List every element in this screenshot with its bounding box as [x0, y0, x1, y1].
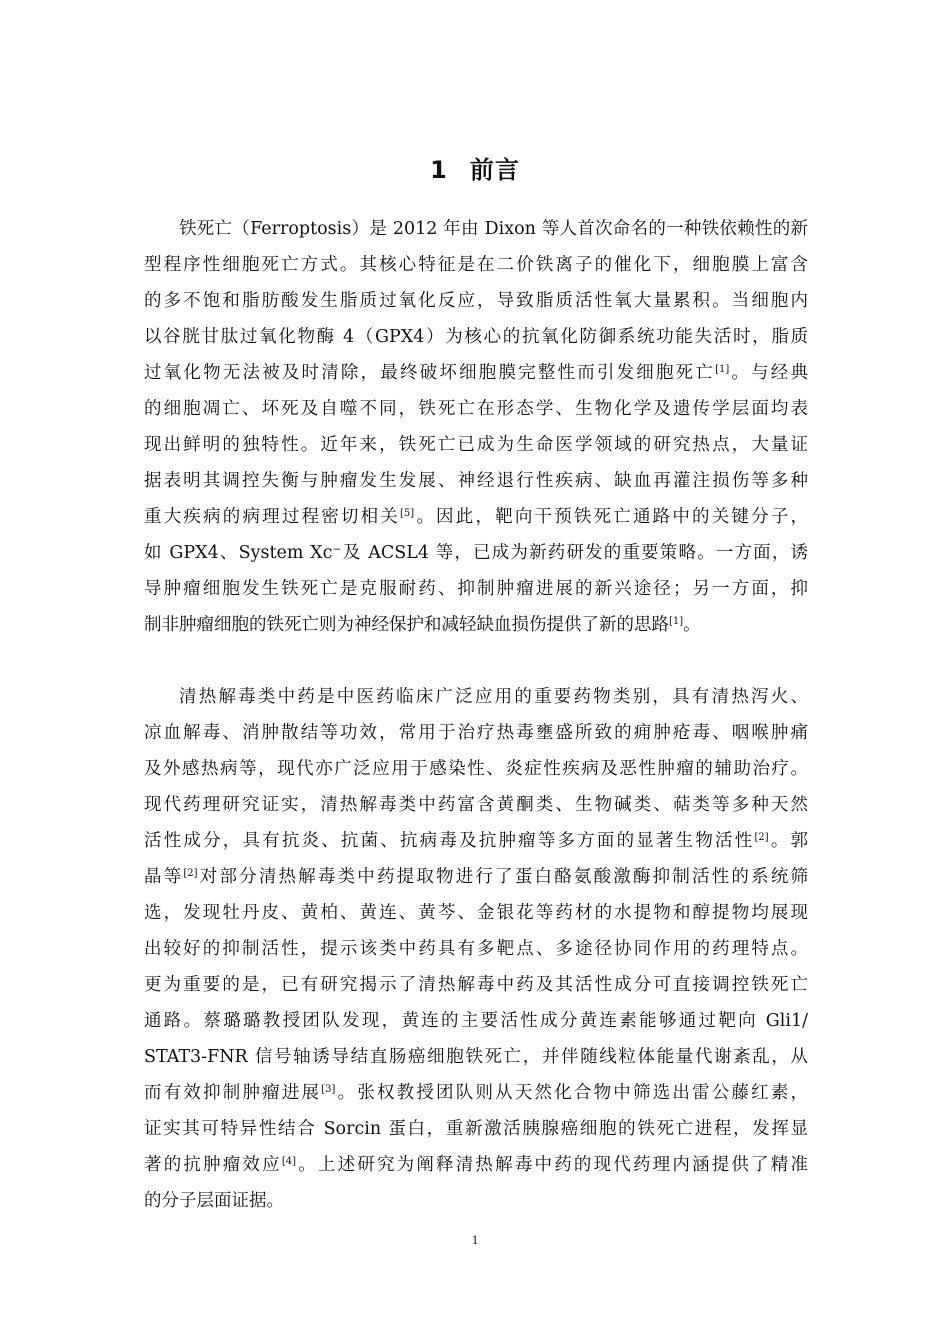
page-number: 1 [471, 1232, 479, 1247]
citation-marker: [5] [400, 508, 415, 519]
text-line: 型程序性细胞死亡方式。其核心特征是在二价铁离子的催化下，细胞膜上富含 [144, 255, 808, 275]
text-line: 而有效抑制肿瘤进展[3]。张权教授团队则从天然化合物中筛选出雷公藤红素， [144, 1083, 809, 1103]
paragraph-ferroptosis [144, 211, 808, 643]
text-line: 的多不饱和脂肪酸发生脂质过氧化反应，导致脂质活性氧大量累积。当细胞内 [144, 291, 808, 311]
text-line: 凉血解毒、消肿散结等功效，常用于治疗热毒壅盛所致的痈肿疮毒、咽喉肿痛 [144, 723, 808, 743]
text-line: 著的抗肿瘤效应[4]。上述研究为阐释清热解毒中药的现代药理内涵提供了精准 [144, 1155, 808, 1175]
citation-marker: [3] [321, 1084, 336, 1095]
citation-marker: [1] [715, 364, 730, 375]
text-line: 出较好的抑制活性，提示该类中药具有多靶点、多途径协同作用的药理特点。 [144, 939, 808, 959]
citation-marker: [2] [754, 832, 769, 843]
section-number: 1 [430, 156, 448, 184]
text-line: 选，发现牡丹皮、黄柏、黄连、黄芩、金银花等药材的水提物和醇提物均展现 [144, 903, 808, 923]
text-line: 的细胞凋亡、坏死及自噬不同，铁死亡在形态学、生物化学及遗传学层面均表 [144, 399, 808, 419]
text-line: 更为重要的是，已有研究揭示了清热解毒中药及其活性成分可直接调控铁死亡 [144, 975, 808, 995]
text-line: 活性成分，具有抗炎、抗菌、抗病毒及抗肿瘤等多方面的显著生物活性[2]。郭 [144, 831, 809, 851]
text-line: 铁死亡（Ferroptosis）是 2012 年由 Dixon 等人首次命名的一种铁依赖性的新 [179, 219, 808, 239]
text-line: 据表明其调控失衡与肿瘤发生发展、神经退行性疾病、缺血再灌注损伤等多种 [144, 471, 808, 491]
text-line: 现出鲜明的独特性。近年来，铁死亡已成为生命医学领域的研究热点，大量证 [144, 435, 808, 455]
text-line: 的分子层面证据。 [144, 1191, 284, 1211]
citation-marker: [4] [281, 1156, 297, 1167]
text-line: STAT3-FNR 信号轴诱导结直肠癌细胞铁死亡，并伴随线粒体能量代谢紊乱，从 [144, 1047, 808, 1067]
text-line: 晶等[2]对部分清热解毒类中药提取物进行了蛋白酪氨酸激酶抑制活性的系统筛 [144, 867, 809, 887]
text-line: 及外感热病等，现代亦广泛应用于感染性、炎症性疾病及恶性肿瘤的辅助治疗。 [144, 759, 808, 779]
text-line: 过氧化物无法被及时清除，最终破坏细胞膜完整性而引发细胞死亡[1]。与经典 [144, 363, 809, 383]
text-line: 制非肿瘤细胞的铁死亡则为神经保护和减轻缺血损伤提供了新的思路[1]。 [144, 615, 701, 635]
citation-marker: [1] [669, 616, 684, 627]
section-heading [0, 150, 950, 185]
paragraph-herbal-medicine [144, 679, 808, 1219]
text-line: 如 GPX4、System Xc⁻及 ACSL4 等，已成为新药研发的重要策略。一方面，诱 [144, 543, 808, 563]
citation-marker: [2] [183, 868, 198, 879]
text-line: 通路。蔡璐璐教授团队发现，黄连的主要活性成分黄连素能够通过靶向 Gli1/ [144, 1011, 808, 1031]
text-line: 证实其可特异性结合 Sorcin 蛋白，重新激活胰腺癌细胞的铁死亡进程，发挥显 [144, 1119, 808, 1139]
text-line: 重大疾病的病理过程密切相关[5]。因此，靶向干预铁死亡通路中的关键分子， [144, 507, 809, 527]
text-line: 导肿瘤细胞发生铁死亡是克服耐药、抑制肿瘤进展的新兴途径；另一方面，抑 [144, 579, 808, 599]
text-line: 以谷胱甘肽过氧化物酶 4（GPX4）为核心的抗氧化防御系统功能失活时，脂质 [144, 327, 808, 347]
text-line: 清热解毒类中药是中医药临床广泛应用的重要药物类别，具有清热泻火、 [179, 687, 808, 707]
text-line: 现代药理研究证实，清热解毒类中药富含黄酮类、生物碱类、萜类等多种天然 [144, 795, 808, 815]
section-title: 前言 [469, 156, 520, 184]
